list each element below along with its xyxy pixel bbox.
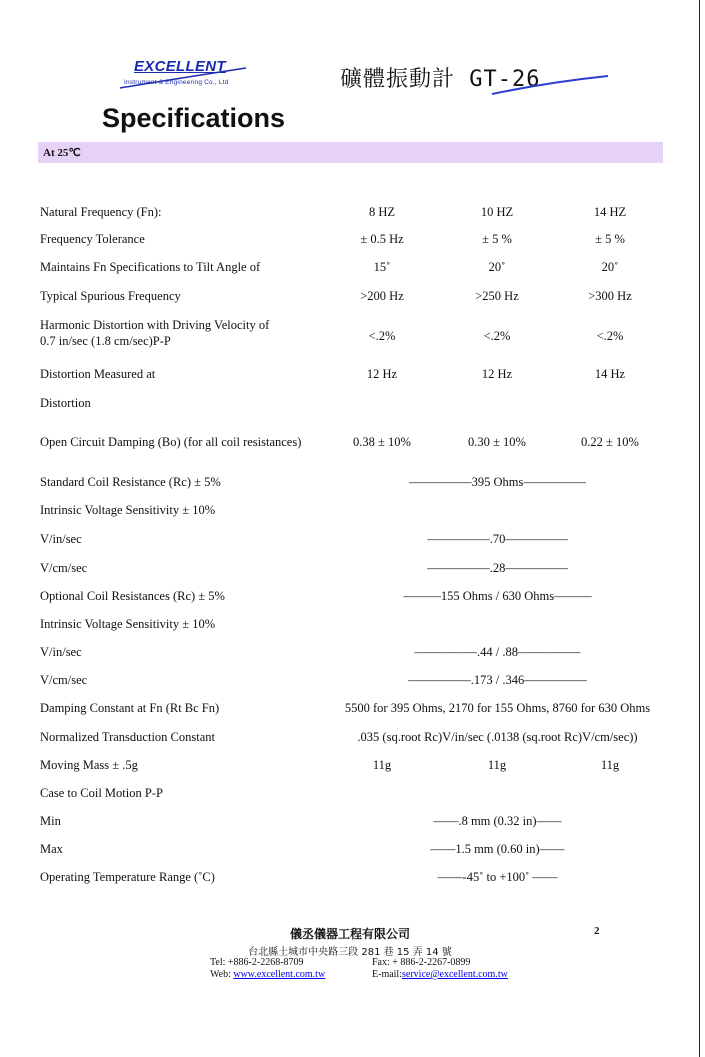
spec-value-10hz: 0.30 ± 10% xyxy=(468,435,526,449)
spec-label: Standard Coil Resistance (Rc) ± 5% xyxy=(40,475,221,489)
spec-value-14hz: 20˚ xyxy=(601,260,619,274)
spec-label: Maintains Fn Specifications to Tilt Angle of xyxy=(40,260,261,274)
spec-label: V/in/sec xyxy=(40,532,82,546)
spec-label: Operating Temperature Range (˚C) xyxy=(40,870,215,884)
spec-label: Frequency Tolerance xyxy=(40,232,145,246)
spec-label-line2: 0.7 in/sec (1.8 cm/sec)P-P xyxy=(40,334,171,348)
spec-label-line1: Harmonic Distortion with Driving Velocity of xyxy=(40,318,270,332)
spec-label: V/cm/sec xyxy=(40,561,88,575)
email-link[interactable]: service@excellent.com.tw xyxy=(402,969,508,980)
spec-value-10hz: 12 Hz xyxy=(481,367,513,381)
spec-value-all: ―――――.70――――― xyxy=(427,532,568,546)
spec-label: Normalized Transduction Constant xyxy=(40,730,215,744)
title-swoosh-icon xyxy=(490,74,610,96)
telephone: Tel: +886-2-2268-8709 xyxy=(210,957,304,968)
spec-label: Intrinsic Voltage Sensitivity ± 10% xyxy=(40,503,216,517)
contact-left xyxy=(210,957,325,981)
product-title: 礦體振動計 GT-26 xyxy=(340,67,541,92)
spec-value-10hz: 10 HZ xyxy=(480,205,514,219)
spec-value-all: ―――155 Ohms / 630 Ohms――― xyxy=(403,589,592,603)
email-label: E-mail: xyxy=(372,969,402,980)
contact-right xyxy=(372,957,508,981)
spec-value-10hz: ± 5 % xyxy=(482,232,512,246)
spec-label: Typical Spurious Frequency xyxy=(40,289,181,303)
spec-value-8hz: 0.38 ± 10% xyxy=(353,435,411,449)
website-label: Web: xyxy=(210,969,234,980)
spec-value-all: ――1.5 mm (0.60 in)―― xyxy=(430,842,565,856)
spec-value-10hz: >250 Hz xyxy=(475,289,519,303)
spec-value-10hz: 20˚ xyxy=(488,260,506,274)
spec-label: V/cm/sec xyxy=(40,673,88,687)
spec-value-8hz: 12 Hz xyxy=(366,367,398,381)
company-address: 台北縣土城市中央路三段 281 巷 15 弄 14 號 xyxy=(248,947,452,958)
logo-text: EXCELLENT xyxy=(134,58,226,75)
spec-value-8hz: ± 0.5 Hz xyxy=(360,232,404,246)
spec-label: Moving Mass ± .5g xyxy=(40,758,138,772)
spec-label: Max xyxy=(40,842,63,856)
company-logo xyxy=(118,58,298,92)
spec-label: Min xyxy=(40,814,61,828)
spec-value-all: .035 (sq.root Rc)V/in/sec (.0138 (sq.root Rc)V/cm/sec)) xyxy=(357,730,638,744)
page-title: Specifications xyxy=(102,103,286,133)
spec-value-14hz: 14 Hz xyxy=(594,367,626,381)
spec-value-all: 5500 for 395 Ohms, 2170 for 155 Ohms, 8760 for 630 Ohms xyxy=(344,701,651,715)
spec-value-8hz: 11g xyxy=(372,758,392,772)
fax: Fax: + 886-2-2267-0899 xyxy=(372,957,471,968)
spec-value-all: ―――――.28――――― xyxy=(427,561,568,575)
spec-value-8hz: 8 HZ xyxy=(368,205,396,219)
spec-label: Open Circuit Damping (Bo) (for all coil resistances) xyxy=(40,435,302,449)
spec-label: Optional Coil Resistances (Rc) ± 5% xyxy=(40,589,225,603)
spec-value-14hz: >300 Hz xyxy=(588,289,632,303)
condition-label: At 25℃ xyxy=(43,147,81,159)
spec-label: Distortion xyxy=(40,396,91,410)
spec-label: Damping Constant at Fn (Rt Bc Fn) xyxy=(40,701,220,715)
spec-label: Natural Frequency (Fn): xyxy=(40,205,162,219)
spec-value-14hz: 0.22 ± 10% xyxy=(581,435,639,449)
logo-subtext: Instrument & Engineering Co., Ltd xyxy=(124,79,229,86)
spec-value-all: ―――――.173 / .346――――― xyxy=(408,673,587,687)
spec-value-all: ――.8 mm (0.32 in)―― xyxy=(433,814,562,828)
spec-row-harmonic-distortion xyxy=(40,317,670,353)
spec-value-8hz: 15˚ xyxy=(373,260,391,274)
page-header xyxy=(0,0,700,133)
spec-value-10hz: 11g xyxy=(487,758,507,772)
spec-value-14hz: <.2% xyxy=(596,329,624,343)
spec-label: Distortion Measured at xyxy=(40,367,156,381)
website-link[interactable]: www.excellent.com.tw xyxy=(233,969,326,980)
spec-value-14hz: 11g xyxy=(600,758,620,772)
spec-value-8hz: <.2% xyxy=(368,329,396,343)
email xyxy=(372,969,508,981)
spec-value-14hz: 14 HZ xyxy=(593,205,627,219)
spec-value-all: ―――――395 Ohms――――― xyxy=(409,475,586,489)
spec-label xyxy=(40,317,340,349)
spec-value-all: ――-45˚ to +100˚ ―― xyxy=(437,870,558,884)
spec-label: Intrinsic Voltage Sensitivity ± 10% xyxy=(40,617,216,631)
company-name: 儀丞儀器工程有限公司 xyxy=(289,927,410,941)
condition-band xyxy=(38,142,663,163)
spec-label: V/in/sec xyxy=(40,645,82,659)
spec-label: Case to Coil Motion P-P xyxy=(40,786,163,800)
page-edge-rule xyxy=(699,0,700,1057)
spec-value-all: ―――――.44 / .88――――― xyxy=(414,645,581,659)
spec-value-10hz: <.2% xyxy=(483,329,511,343)
spec-value-14hz: ± 5 % xyxy=(595,232,625,246)
page-number: 2 xyxy=(594,925,600,937)
website xyxy=(210,969,325,981)
spec-value-8hz: >200 Hz xyxy=(360,289,404,303)
